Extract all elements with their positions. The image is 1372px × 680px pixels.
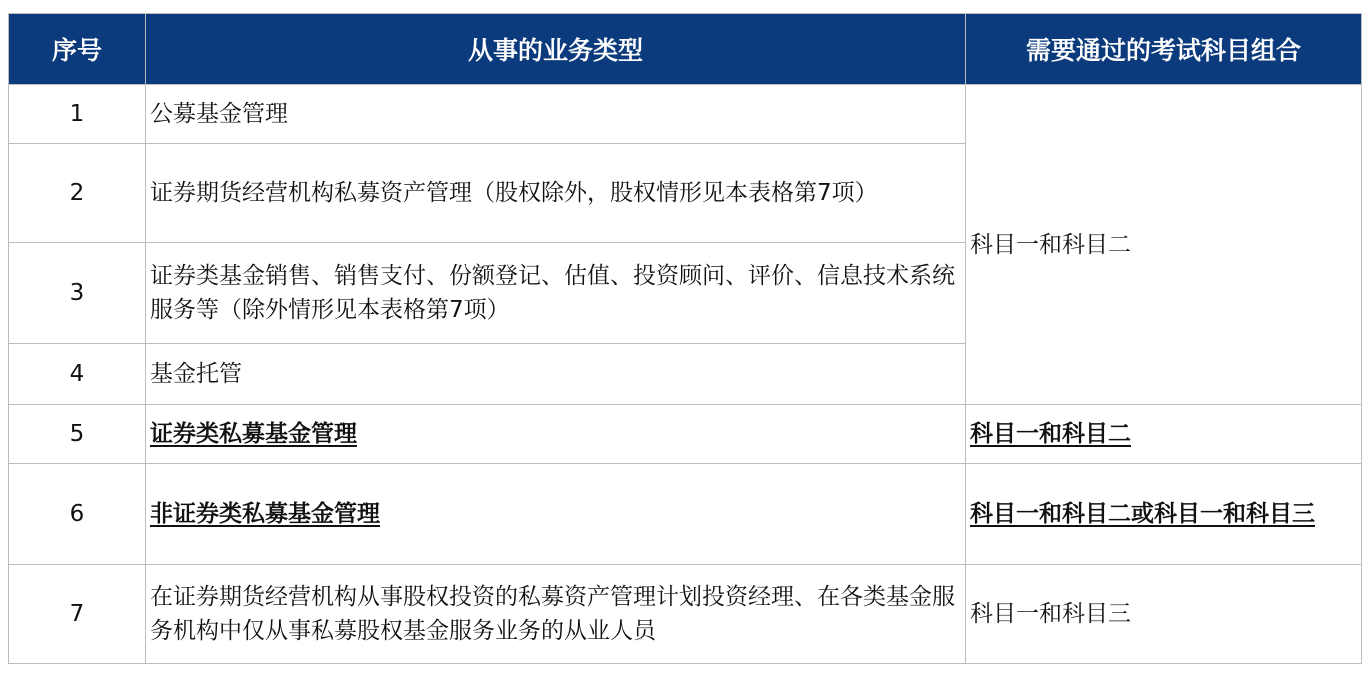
row-number: 4 [9,344,146,405]
business-type-emphasis: 证券类私募基金管理 [150,421,357,447]
table-row [9,405,1362,464]
exam-combination-emphasis: 科目一和科目二 [970,421,1131,447]
header-row [9,14,1362,85]
exam-combination-cell [966,405,1362,464]
business-type-emphasis: 非证券类私募基金管理 [150,501,380,527]
exam-combination-cell-merged: 科目一和科目二 [966,85,1362,405]
business-type-cell: 在证券期货经营机构从事股权投资的私募资产管理计划投资经理、在各类基金服务机构中仅从事私募股权基金服务业务的从业人员 [146,565,966,664]
business-type-cell: 基金托管 [146,344,966,405]
business-type-cell: 证券类基金销售、销售支付、份额登记、估值、投资顾问、评价、信息技术系统服务等（除外情形见本表格第7项） [146,243,966,344]
exam-combination-cell [966,464,1362,565]
table-row [9,565,1362,664]
row-number: 1 [9,85,146,144]
header-business-type: 从事的业务类型 [146,14,966,85]
row-number: 5 [9,405,146,464]
business-type-cell [146,464,966,565]
exam-combination-cell: 科目一和科目三 [966,565,1362,664]
row-number: 7 [9,565,146,664]
business-type-cell: 证券期货经营机构私募资产管理（股权除外，股权情形见本表格第7项） [146,144,966,243]
row-number: 3 [9,243,146,344]
exam-combination-emphasis: 科目一和科目二或科目一和科目三 [970,501,1315,527]
business-type-cell: 公募基金管理 [146,85,966,144]
header-exam-combination: 需要通过的考试科目组合 [966,14,1362,85]
table-row [9,464,1362,565]
header-number: 序号 [9,14,146,85]
row-number: 2 [9,144,146,243]
exam-requirements-table [8,13,1362,664]
table-row [9,85,1362,144]
business-type-cell [146,405,966,464]
row-number: 6 [9,464,146,565]
